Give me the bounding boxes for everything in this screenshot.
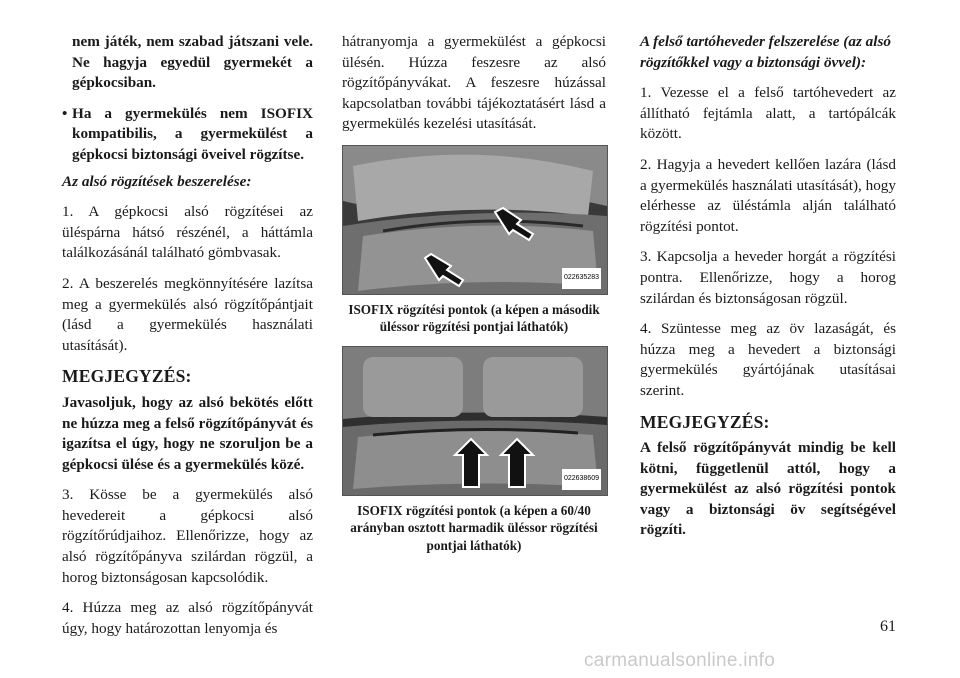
section-heading-top-tether: A felső tartóheveder felszerelése (az alsó rögzítőkkel vagy a biztonsági övvel):: [640, 33, 891, 71]
warning-continued-text: nem játék, nem szabad játszani vele. Ne hagyja egyedül gyermekét a gépkocsiban.: [72, 33, 313, 92]
step-3-text: 3. Kapcsolja a heveder horgát a rögzítési pontra. Ellenőrizze, hogy a horog szilárdan és biztonságosan rögzül.: [640, 248, 896, 307]
photo-caption-third-row: ISOFIX rögzítési pontok (a képen a 60/40 arányban osztott harmadik üléssor rögzítési pontjai láthatók): [350, 502, 598, 553]
isofix-photo-second-row: [342, 145, 608, 295]
watermark-text: carmanualsonline.info: [584, 650, 776, 671]
column-left: [62, 32, 313, 639]
continued-text: hátranyomja a gyermekülést a gépkocsi ülésén. Húzza feszesre az alsó rögzítőpányvákat. A feszesre húzással kapcsolatban további tájékoztatásért lásd a gyermekülés kezelési utasítását.: [342, 33, 606, 133]
isofix-photo-third-row: [342, 346, 608, 496]
step-2-text: 2. Hagyja a hevedert kellően lazára (lásd a gyermekülés használati utasítását), hogy elérhesse az üléstámla alján található rögzítési pontot.: [640, 155, 896, 235]
photo-id-label: 022638609: [562, 469, 601, 490]
step-2-text: 2. A beszerelés megkönnyítésére lazítsa meg a gyermekülés alsó rögzítőpántjait (lásd a gyermekülés használati utasítását).: [62, 274, 313, 354]
step-4-text: 4. Húzza meg az alsó rögzítőpányvát úgy, hogy határozottan lenyomja és: [62, 599, 313, 637]
bullet-item-isofix: [62, 104, 313, 166]
step-1-text: 1. Vezesse el a felső tartóhevedert az állítható fejtámla alatt, a tartópálcák között.: [640, 84, 896, 143]
photo-id-label: 022635283: [562, 268, 601, 289]
note-title: MEGJEGYZÉS:: [640, 411, 770, 432]
note-text: A felső rögzítőpányvát mindig be kell kötni, függetlenül attól, hogy a gyermekülést az alsó rögzítési pontok vagy a biztonsági öv segítségével rögzíti.: [640, 439, 896, 539]
column-middle: [342, 32, 606, 564]
bullet-dot: •: [62, 104, 68, 122]
section-heading-lower-anchors: Az alsó rögzítések beszerelése:: [62, 172, 252, 190]
step-1-text: 1. A gépkocsi alsó rögzítései az üléspárna hátsó részénél, a háttámla találkozásánál található gömbvasak.: [62, 203, 313, 262]
step-4-text: 4. Szüntesse meg az öv lazaságát, és húzza meg a hevedert a biztonsági gyermekülés gyártójának utasításai szerint.: [640, 320, 896, 399]
bullet-text: Ha a gyermekülés nem ISOFIX kompatibilis, a gyermekülést a gépkocsi biztonsági öveivel rögzítse.: [72, 104, 313, 163]
note-title: MEGJEGYZÉS:: [62, 366, 192, 387]
step-3-text: 3. Kösse be a gyermekülés alsó hevedereit a gépkocsi alsó rögzítőrúdjaihoz. Ellenőrizze, hogy az alsó rögzítőpányva szilárdan rögzül, a horog biztonságosan kapcsolódik.: [62, 486, 313, 586]
note-text: Javasoljuk, hogy az alsó bekötés előtt ne húzza meg a felső rögzítőpányvát és igazítsa el úgy, hogy ne szoruljon be a gépkocsi ülése és a gyermekülés közé.: [62, 393, 313, 473]
photo-caption-second-row: ISOFIX rögzítési pontok (a képen a második üléssor rögzítési pontjai láthatók): [348, 301, 600, 335]
page-number: 61: [880, 618, 896, 635]
column-right: [640, 32, 896, 551]
